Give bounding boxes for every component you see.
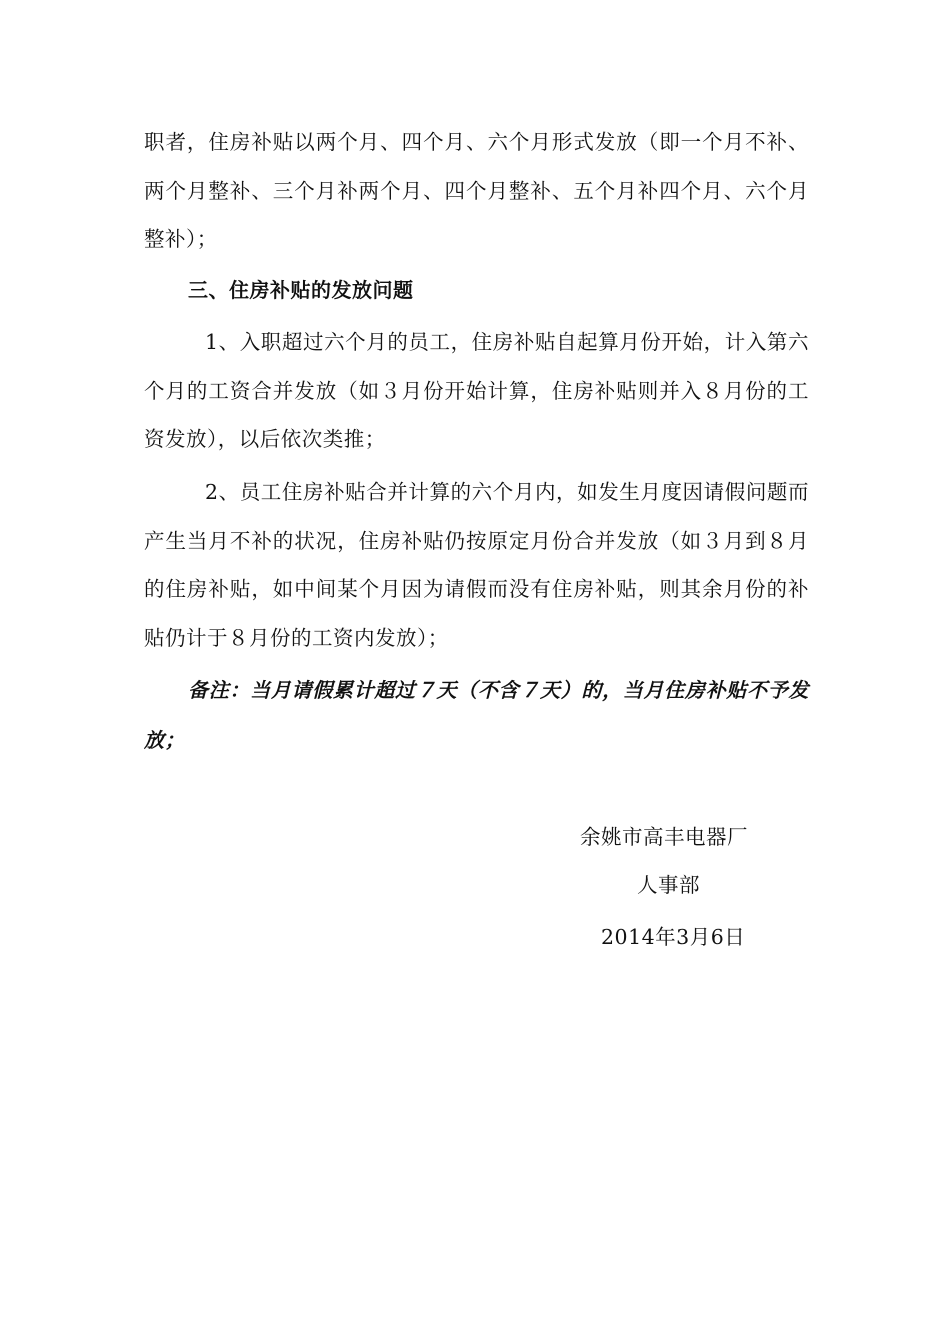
- paragraph-continuation: 职者，住房补贴以两个月、四个月、六个月形式发放（即一个月不补、两个月整补、三个月补两个月、四个月整补、五个月补四个月、六个月整补）；: [144, 130, 809, 251]
- list-item-2: 2、员工住房补贴合并计算的六个月内，如发生月度因请假问题而产生当月不补的状况，住房补贴仍按原定月份合并发放（如３月到８月的住房补贴，如中间某个月因为请假而没有住房补贴，则其余月份的补贴仍计于８月份的工资内发放）；: [144, 480, 809, 650]
- signature-date: 2014年3月6日: [601, 925, 746, 949]
- signature-company: 余姚市高丰电器厂: [580, 825, 748, 849]
- section-heading: 三、住房补贴的发放问题: [188, 278, 414, 302]
- list-item-1: 1、入职超过六个月的员工，住房补贴自起算月份开始，计入第六个月的工资合并发放（如３月份开始计算，住房补贴则并入８月份的工资发放），以后依次类推；: [144, 330, 809, 451]
- remark-note: 备注：当月请假累计超过７天（不含７天）的，当月住房补贴不予发放；: [144, 678, 809, 752]
- signature-department: 人事部: [637, 873, 700, 897]
